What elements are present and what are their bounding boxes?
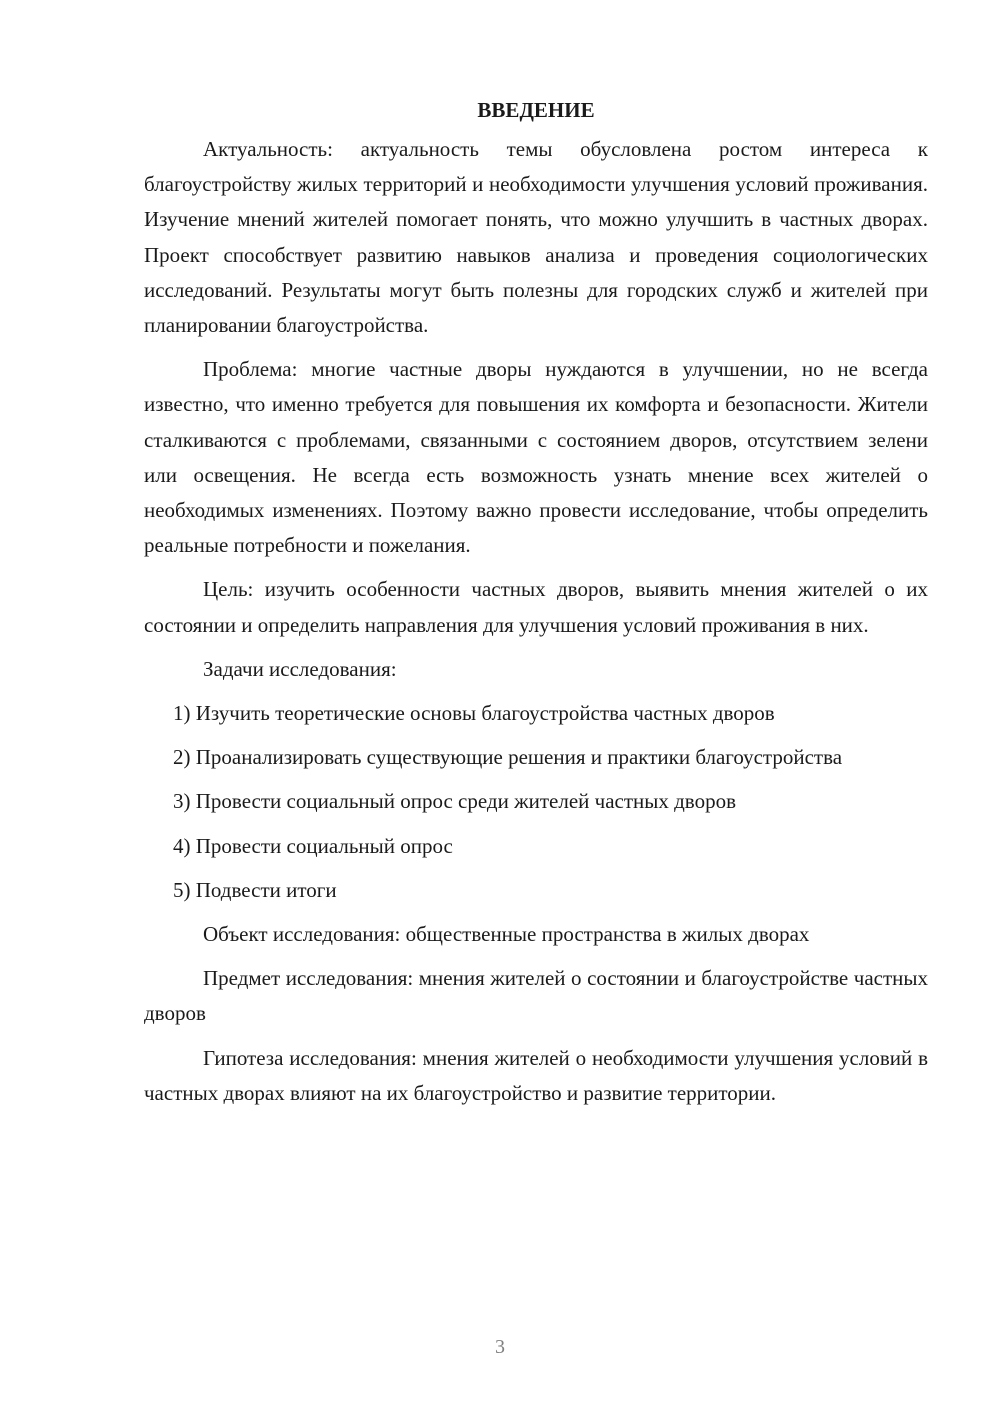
task-item-1: 1) Изучить теоретические основы благоустройства частных дворов: [173, 701, 775, 726]
task-item-2: 2) Проанализировать существующие решения и практики благоустройства: [173, 745, 843, 770]
research-subject: Предмет исследования: мнения жителей о состоянии и благоустройстве частных дворов: [144, 966, 928, 1026]
problem-paragraph: Проблема: многие частные дворы нуждаются в улучшении, но не всегда известно, что именно требуется для повышения их комфорта и безопасности. Жители сталкиваются с проблемами, связанными с состоянием дворов, отсутствием зелени или освещения. Не всегда есть возможность узнать мнение всех жителей о необходимых изменениях. Поэтому важно провести исследование, чтобы определить реальные потребности и пожелания.: [144, 357, 928, 558]
task-item-5: 5) Подвести итоги: [173, 877, 337, 902]
research-object: Объект исследования: общественные пространства в жилых дворах: [203, 922, 810, 947]
task-item-4: 4) Провести социальный опрос: [173, 833, 453, 858]
page-body: [144, 96, 928, 1111]
tasks-heading: Задачи исследования:: [203, 656, 397, 681]
relevance-paragraph: Актуальность: актуальность темы обусловлена ростом интереса к благоустройству жилых территорий и необходимости улучшения условий проживания. Изучение мнений жителей помогает понять, что можно улучшить в частных дворах. Проект способствует развитию навыков анализа и проведения социологических исследований. Результаты могут быть полезны для городских служб и жителей при планировании благоустройства.: [144, 137, 928, 338]
page-title: ВВЕДЕНИЕ: [477, 98, 595, 122]
task-item-3: 3) Провести социальный опрос среди жителей частных дворов: [173, 789, 736, 814]
page-number: 3: [495, 1336, 505, 1358]
research-hypothesis: Гипотеза исследования: мнения жителей о необходимости улучшения условий в частных дворах влияют на их благоустройство и развитие территории.: [144, 1045, 928, 1105]
goal-paragraph: Цель: изучить особенности частных дворов, выявить мнения жителей о их состоянии и определить направления для улучшения условий проживания в них.: [144, 577, 928, 637]
